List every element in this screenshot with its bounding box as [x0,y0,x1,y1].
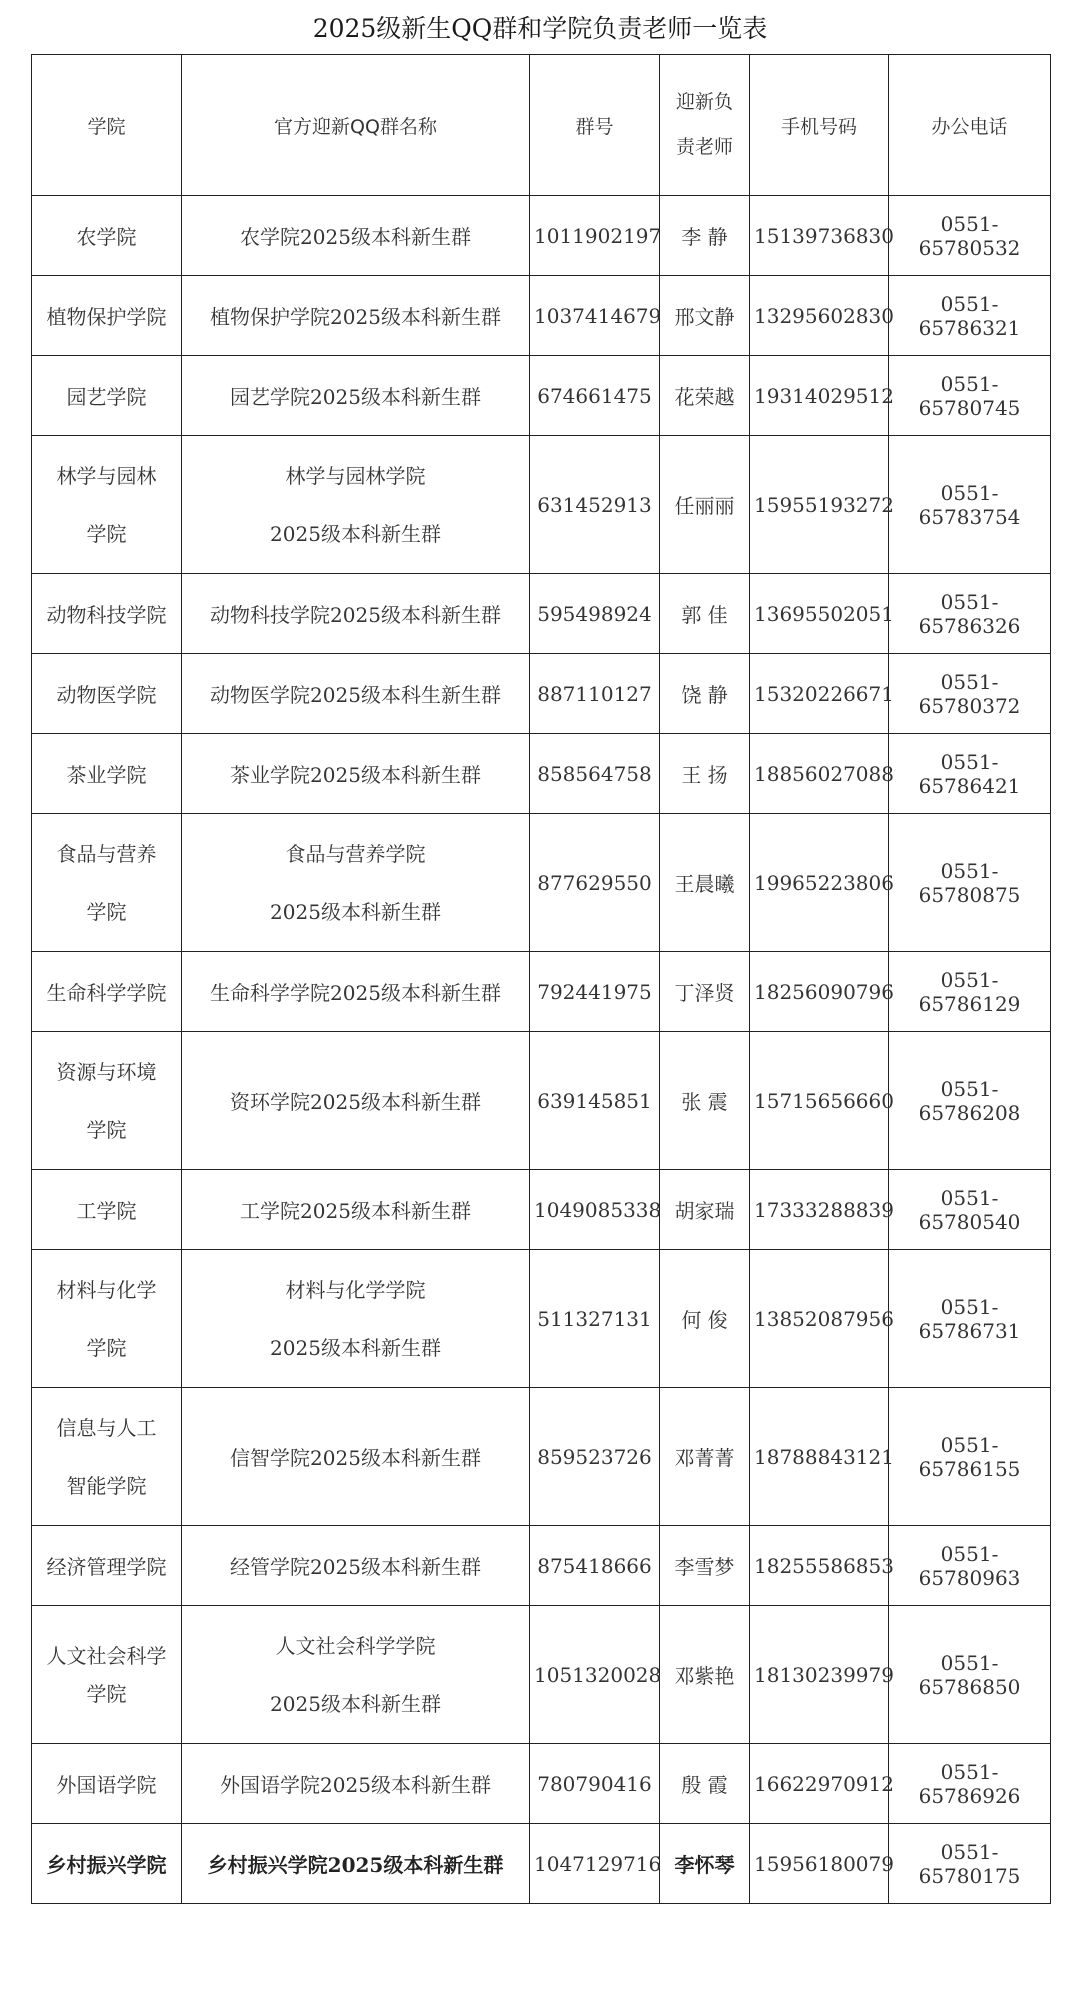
cell-group-line2: 2025级本科新生群 [270,1335,441,1360]
cell-group-name: 动物科技学院2025级本科新生群 [182,574,530,654]
cell-office: 0551-65786321 [889,276,1051,356]
cell-teacher: 任丽丽 [660,436,750,574]
contact-table [31,54,1051,1904]
cell-mobile: 16622970912 [750,1744,889,1824]
cell-school-line1: 林学与园林 [56,463,157,488]
cell-group-name [182,814,530,952]
cell-office: 0551-65783754 [889,436,1051,574]
cell-teacher: 邢文静 [660,276,750,356]
cell-school [32,436,182,574]
cell-school-line2: 学院 [86,521,127,546]
cell-office: 0551-65780745 [889,356,1051,436]
cell-office: 0551-65780963 [889,1526,1051,1606]
cell-mobile: 19314029512 [750,356,889,436]
cell-school: 工学院 [32,1170,182,1250]
cell-mobile: 19965223806 [750,814,889,952]
cell-mobile: 13695502051 [750,574,889,654]
cell-school: 乡村振兴学院 [32,1824,182,1904]
cell-mobile: 15139736830 [750,196,889,276]
cell-teacher: 何 俊 [660,1250,750,1388]
cell-group-name: 工学院2025级本科新生群 [182,1170,530,1250]
cell-school-line1: 资源与环境 [56,1059,157,1084]
cell-group-line2: 2025级本科新生群 [270,1691,441,1716]
table-row [32,1032,1051,1170]
cell-mobile: 15715656660 [750,1032,889,1170]
cell-mobile: 13852087956 [750,1250,889,1388]
cell-group-name: 生命科学学院2025级本科新生群 [182,952,530,1032]
cell-group-no: 595498924 [530,574,660,654]
cell-school: 外国语学院 [32,1744,182,1824]
cell-teacher: 郭 佳 [660,574,750,654]
cell-school: 茶业学院 [32,734,182,814]
cell-group-name: 乡村振兴学院2025级本科新生群 [182,1824,530,1904]
cell-teacher: 王 扬 [660,734,750,814]
cell-teacher: 邓菁菁 [660,1388,750,1526]
header-mobile: 手机号码 [750,55,889,196]
cell-mobile: 18130239979 [750,1606,889,1744]
cell-group-no: 859523726 [530,1388,660,1526]
cell-teacher: 李雪梦 [660,1526,750,1606]
table-row [32,654,1051,734]
cell-group-no: 511327131 [530,1250,660,1388]
cell-group-no: 858564758 [530,734,660,814]
cell-office: 0551-65780540 [889,1170,1051,1250]
cell-mobile: 18256090796 [750,952,889,1032]
cell-mobile: 13295602830 [750,276,889,356]
cell-school [32,1388,182,1526]
table-row [32,1170,1051,1250]
cell-school-line2: 学院 [86,1117,127,1142]
cell-office: 0551-65780532 [889,196,1051,276]
cell-office: 0551-65786129 [889,952,1051,1032]
cell-group-name [182,1606,530,1744]
cell-school: 动物科技学院 [32,574,182,654]
cell-group-no: 875418666 [530,1526,660,1606]
cell-group-name: 资环学院2025级本科新生群 [182,1032,530,1170]
cell-group-line1: 材料与化学学院 [285,1277,426,1302]
cell-group-no: 1047129716 [530,1824,660,1904]
cell-school-line1: 食品与营养 [56,841,157,866]
table-row [32,1824,1051,1904]
cell-school-line2: 学院 [86,899,127,924]
cell-teacher: 花荣越 [660,356,750,436]
table-row [32,356,1051,436]
cell-school: 园艺学院 [32,356,182,436]
cell-school: 农学院 [32,196,182,276]
cell-teacher: 张 震 [660,1032,750,1170]
cell-office: 0551-65786926 [889,1744,1051,1824]
cell-group-no: 792441975 [530,952,660,1032]
header-group-name: 官方迎新QQ群名称 [182,55,530,196]
cell-office: 0551-65786208 [889,1032,1051,1170]
cell-teacher: 李怀琴 [660,1824,750,1904]
table-row [32,1744,1051,1824]
cell-group-name [182,436,530,574]
cell-group-name: 动物医学院2025级本科生新生群 [182,654,530,734]
cell-office: 0551-65780175 [889,1824,1051,1904]
cell-school-line2: 学院 [86,1681,127,1706]
cell-teacher: 李 静 [660,196,750,276]
cell-group-name: 园艺学院2025级本科新生群 [182,356,530,436]
cell-group-line1: 食品与营养学院 [285,841,426,866]
cell-teacher: 王晨曦 [660,814,750,952]
cell-group-name: 植物保护学院2025级本科新生群 [182,276,530,356]
cell-mobile: 15956180079 [750,1824,889,1904]
header-school: 学院 [32,55,182,196]
cell-mobile: 18788843121 [750,1388,889,1526]
cell-office: 0551-65780875 [889,814,1051,952]
cell-group-line2: 2025级本科新生群 [270,899,441,924]
cell-school-line1: 信息与人工 [56,1415,157,1440]
table-row [32,814,1051,952]
cell-teacher: 丁泽贤 [660,952,750,1032]
cell-group-line2: 2025级本科新生群 [270,521,441,546]
cell-school [32,1250,182,1388]
table-row [32,1526,1051,1606]
cell-mobile: 18255586853 [750,1526,889,1606]
cell-office: 0551-65786421 [889,734,1051,814]
cell-school [32,814,182,952]
cell-teacher: 胡家瑞 [660,1170,750,1250]
cell-mobile: 15320226671 [750,654,889,734]
cell-group-no: 1049085338 [530,1170,660,1250]
cell-teacher: 邓紫艳 [660,1606,750,1744]
cell-mobile: 15955193272 [750,436,889,574]
table-row [32,436,1051,574]
cell-group-no: 780790416 [530,1744,660,1824]
cell-teacher: 殷 霞 [660,1744,750,1824]
cell-group-no: 887110127 [530,654,660,734]
header-teacher-line2: 责老师 [675,136,733,158]
cell-mobile: 17333288839 [750,1170,889,1250]
cell-school-line2: 学院 [86,1335,127,1360]
cell-teacher: 饶 静 [660,654,750,734]
cell-office: 0551-65786850 [889,1606,1051,1744]
table-row [32,1388,1051,1526]
cell-group-name: 茶业学院2025级本科新生群 [182,734,530,814]
header-office: 办公电话 [889,55,1051,196]
cell-group-no: 639145851 [530,1032,660,1170]
header-teacher [660,55,750,196]
cell-group-name [182,1250,530,1388]
cell-school: 生命科学学院 [32,952,182,1032]
cell-group-no: 877629550 [530,814,660,952]
cell-office: 0551-65780372 [889,654,1051,734]
table-row [32,276,1051,356]
table-row [32,574,1051,654]
cell-school-line2: 智能学院 [66,1473,147,1498]
cell-group-no: 1037414679 [530,276,660,356]
cell-group-no: 1011902197 [530,196,660,276]
cell-school [32,1032,182,1170]
cell-group-no: 1051320028 [530,1606,660,1744]
cell-school-line1: 材料与化学 [56,1277,157,1302]
table-row [32,734,1051,814]
header-group-no: 群号 [530,55,660,196]
cell-group-line1: 人文社会科学学院 [275,1633,436,1658]
table-row [32,196,1051,276]
cell-group-line1: 林学与园林学院 [285,463,426,488]
table-header-row [32,55,1051,196]
cell-group-name: 经管学院2025级本科新生群 [182,1526,530,1606]
cell-school [32,1606,182,1744]
cell-office: 0551-65786731 [889,1250,1051,1388]
cell-group-name: 信智学院2025级本科新生群 [182,1388,530,1526]
cell-group-no: 674661475 [530,356,660,436]
cell-office: 0551-65786155 [889,1388,1051,1526]
cell-school: 动物医学院 [32,654,182,734]
table-row [32,1250,1051,1388]
cell-office: 0551-65786326 [889,574,1051,654]
cell-group-name: 农学院2025级本科新生群 [182,196,530,276]
cell-mobile: 18856027088 [750,734,889,814]
cell-school-line1: 人文社会科学 [46,1643,167,1668]
cell-school: 经济管理学院 [32,1526,182,1606]
cell-group-no: 631452913 [530,436,660,574]
table-row [32,1606,1051,1744]
table-row [32,952,1051,1032]
cell-school: 植物保护学院 [32,276,182,356]
cell-group-name: 外国语学院2025级本科新生群 [182,1744,530,1824]
page-title: 2025级新生QQ群和学院负责老师一览表 [312,14,768,43]
header-teacher-line1: 迎新负 [675,91,733,113]
